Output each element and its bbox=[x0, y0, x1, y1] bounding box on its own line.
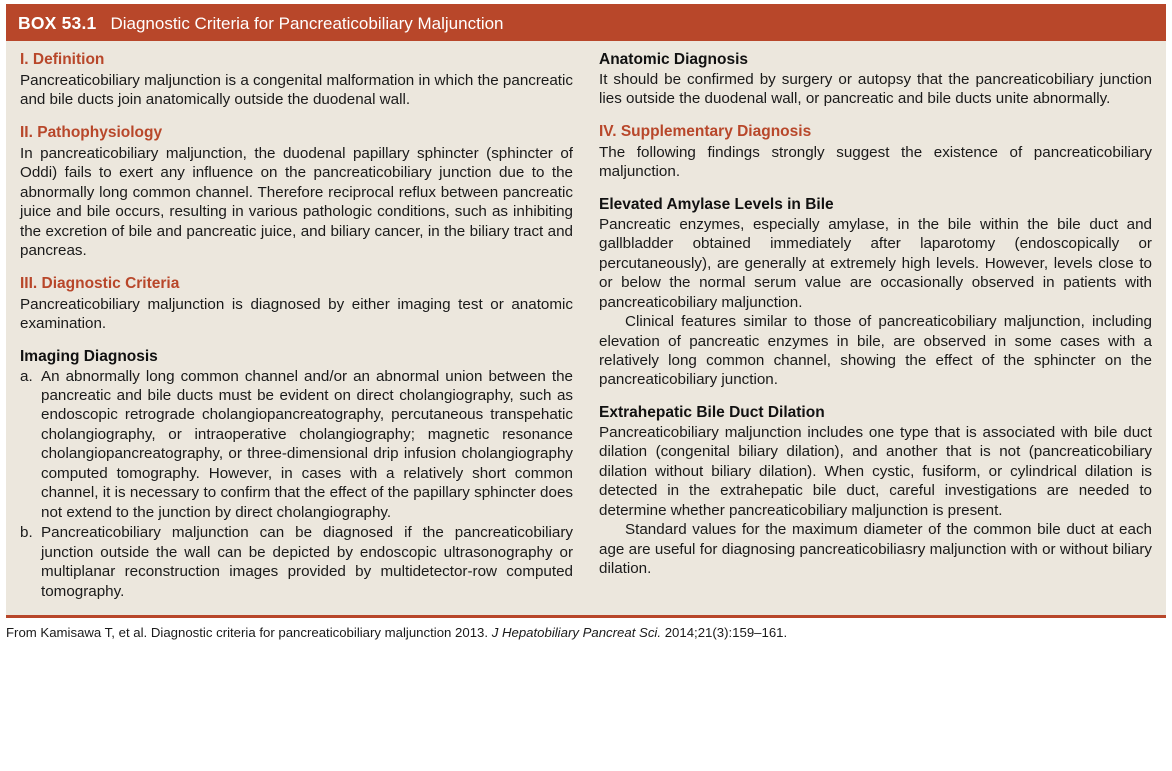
subsection-heading-anatomic-diagnosis: Anatomic Diagnosis bbox=[599, 51, 748, 68]
box-body bbox=[6, 41, 1166, 615]
diagnostic-criteria-text: Pancreaticobiliary maljunction is diagnosed by either imaging test or anatomic examination. bbox=[20, 295, 573, 333]
list-item bbox=[20, 523, 573, 601]
source-journal: J Hepatobiliary Pancreat Sci. bbox=[491, 624, 662, 640]
list-item-marker: a. bbox=[20, 367, 33, 385]
subsection-heading-imaging-diagnosis: Imaging Diagnosis bbox=[20, 347, 158, 365]
subsection-heading-elevated-amylase: Elevated Amylase Levels in Bile bbox=[599, 195, 834, 213]
anatomic-diagnosis-text: It should be confirmed by surgery or autopsy that the pancreaticobiliary junction lies outside the duodenal wall, or pancreatic and bile ducts unite abnormally. bbox=[599, 71, 1152, 108]
imaging-diagnosis-list bbox=[20, 367, 573, 601]
pathophysiology-text: In pancreaticobiliary maljunction, the duodenal papillary sphincter (sphincter of Oddi) fails to exert any influence on the pancreaticobiliary junction due to the abnormally long common channel. Therefore reciprocal reflux between pancreatic juice and bile occurs, resulting in various pathologic conditions, such as inhibiting the excretion of bile and pancreatic juice, and biliary cancer, in the biliary tract and pancreas. bbox=[20, 144, 573, 260]
section-heading-pathophysiology: II. Pathophysiology bbox=[20, 123, 163, 141]
supplementary-diagnosis-text: The following findings strongly suggest the existence of pancreaticobiliary maljunction. bbox=[599, 143, 1152, 181]
list-item-text: Pancreaticobiliary maljunction can be diagnosed if the pancreaticobiliary junction outside the wall can be depicted by endoscopic ultrasonography or multiplanar reconstruction images provided by multidetector-row computed tomography. bbox=[41, 524, 573, 600]
right-column bbox=[599, 51, 1152, 601]
dilation-text: Pancreaticobiliary maljunction includes one type that is associated with bile duct dilation (congenital biliary dilation), and another that is not (pancreaticobiliary dilation without biliary dilation). When cystic, fusiform, or cylindrical dilation is detected in the extrahepatic bile duct, careful investigations are needed to determine whether pancreaticobiliary maljunction is present. bbox=[599, 423, 1152, 519]
amylase-text: Pancreatic enzymes, especially amylase, in the bile within the bile duct and gallbladder obtained immediately after laparotomy (endoscopically or percutaneously), are generally at extremely high levels. However, levels close to or below the normal serum value are occasionally observed in patients with pancreaticobiliary maljunction. bbox=[599, 215, 1152, 311]
source-citation bbox=[6, 625, 1166, 640]
source-suffix: 2014;21(3):159–161. bbox=[661, 624, 788, 640]
amylase-text-2: Clinical features similar to those of pancreaticobiliary maljunction, including elevation of pancreatic enzymes in bile, are observed in some cases with a relatively long common channel, showing the effect of the sphincter on the pancreaticobiliary junction. bbox=[599, 313, 1152, 389]
section-heading-definition: I. Definition bbox=[20, 51, 105, 68]
box-number: BOX 53.1 bbox=[18, 13, 97, 33]
dilation-text-2: Standard values for the maximum diameter of the common bile duct at each age are useful for diagnosing pancreaticobiliasry maljunction with or without biliary dilation. bbox=[599, 521, 1152, 578]
box-header bbox=[6, 7, 1166, 41]
definition-text: Pancreaticobiliary maljunction is a congenital malformation in which the pancreatic and bile ducts join anatomically outside the duodenal wall. bbox=[20, 72, 573, 109]
section-heading-diagnostic-criteria: III. Diagnostic Criteria bbox=[20, 274, 180, 292]
list-item-marker: b. bbox=[20, 524, 33, 542]
source-prefix: From Kamisawa T, et al. Diagnostic criteria for pancreaticobiliary maljunction 2013. bbox=[6, 624, 492, 640]
list-item bbox=[20, 367, 573, 523]
left-column bbox=[20, 51, 573, 601]
list-item-text: An abnormally long common channel and/or an abnormal union between the pancreatic and bile ducts must be evident on direct cholangiography, such as endoscopic retrograde cholangiopancreatography, percutaneous transpehatic cholangiography, or intraoperative cholangiography; magnetic resonance cholangiopancreatography, or three-dimensional drip infusion cholangiography computed tomography. However, in cases with a relatively short common channel, it is necessary to confirm that the effect of the papillary sphincter does not extend to the junction by direct cholangiography. bbox=[41, 367, 573, 521]
box-container bbox=[6, 4, 1166, 615]
box-title: Diagnostic Criteria for Pancreaticobiliary Maljunction bbox=[110, 14, 504, 33]
subsection-heading-bile-duct-dilation: Extrahepatic Bile Duct Dilation bbox=[599, 403, 825, 421]
box-bottom-rule bbox=[6, 615, 1166, 618]
section-heading-supplementary-diagnosis: IV. Supplementary Diagnosis bbox=[599, 122, 812, 140]
